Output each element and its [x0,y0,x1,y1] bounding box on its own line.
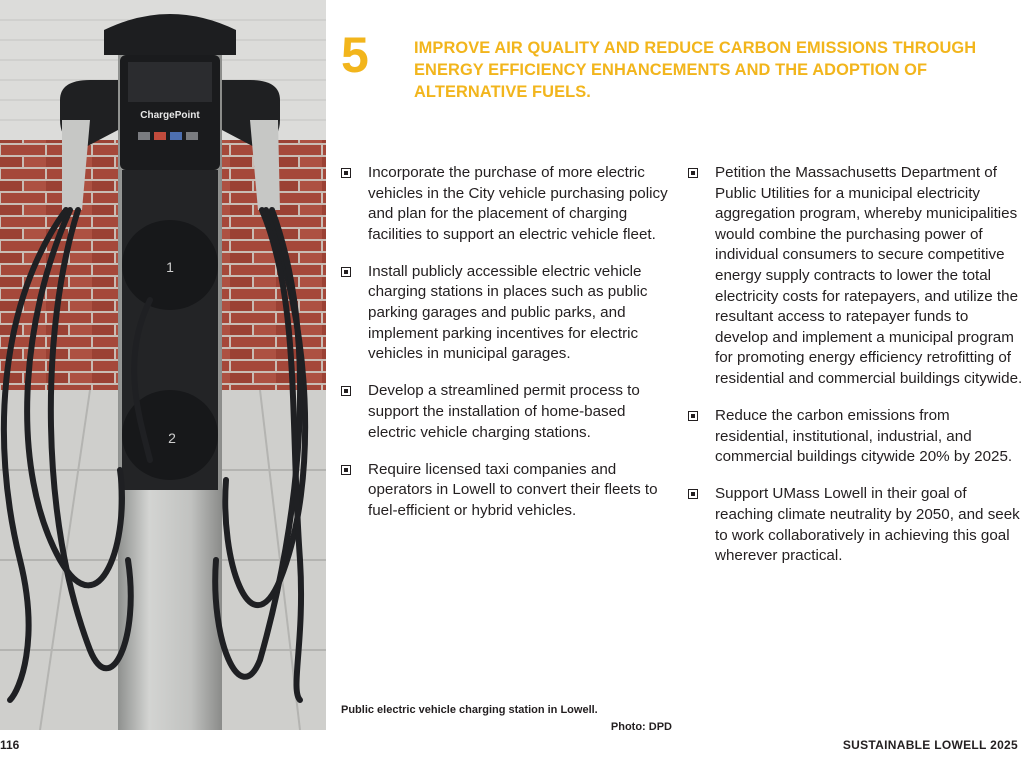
square-bullet-icon [688,489,698,499]
goal-title: IMPROVE AIR QUALITY AND REDUCE CARBON EMISSIONS THROUGH ENERGY EFFICIENCY ENHANCEMENTS AND THE ADOPTION OF ALTERNATIVE FUELS. [414,39,977,101]
list-item [688,484,1024,566]
port-2-label: 2 [168,430,176,446]
charger-brand-text: ChargePoint [140,110,200,121]
list-item [341,163,676,245]
square-bullet-icon [341,386,351,396]
photo-caption: Public electric vehicle charging station in Lowell. [341,704,598,716]
goal-number: 5 [341,27,369,83]
list-item [688,163,1024,390]
left-bullet-list [341,163,676,538]
bullet-text: Support UMass Lowell in their goal of reaching climate neutrality by 2050, and seek to work collaboratively in achieving this goal wherever practical. [715,485,1020,565]
square-bullet-icon [341,168,351,178]
bullet-text: Reduce the carbon emissions from residential, institutional, industrial, and commercial buildings citywide 20% by 2025. [715,407,1013,466]
ev-charging-station-photo [0,0,326,730]
list-item [341,460,676,522]
square-bullet-icon [341,465,351,475]
bullet-text: Require licensed taxi companies and operators in Lowell to convert their fleets to fuel-efficient or hybrid vehicles. [368,460,658,519]
right-bullet-list [688,163,1024,583]
list-item [688,406,1024,468]
square-bullet-icon [688,411,698,421]
bullet-text: Install publicly accessible electric vehicle charging stations in places such as public parking garages and public parks, and implement parking incentives for electric vehicles in municipal garages. [368,262,648,363]
footer-title: SUSTAINABLE LOWELL 2025 [842,738,1018,752]
square-bullet-icon [341,267,351,277]
port-1-label: 1 [166,259,174,275]
square-bullet-icon [688,168,698,178]
list-item [341,262,676,365]
bullet-text: Incorporate the purchase of more electric vehicles in the City vehicle purchasing policy and plan for the placement of charging facilities to support an electric vehicle fleet. [368,164,668,243]
bullet-text: Petition the Massachusetts Department of Public Utilities for a municipal electricity aggregation program, whereby municipalities would combine the purchasing power of individual consumers to secure competitive energy supply contracts to lower the total electricity costs for ratepayers, and utilize the resultant access to ratepayer funds to develop and implement a municipal program for promoting energy efficiency retrofitting of residential and commercial buildings citywide. [715,164,1023,387]
page-number: 116 [0,738,20,752]
photo-credit: Photo: DPD [610,721,672,733]
list-item [341,381,676,443]
bullet-text: Develop a streamlined permit process to support the installation of home-based electric vehicle charging stations. [368,382,640,441]
